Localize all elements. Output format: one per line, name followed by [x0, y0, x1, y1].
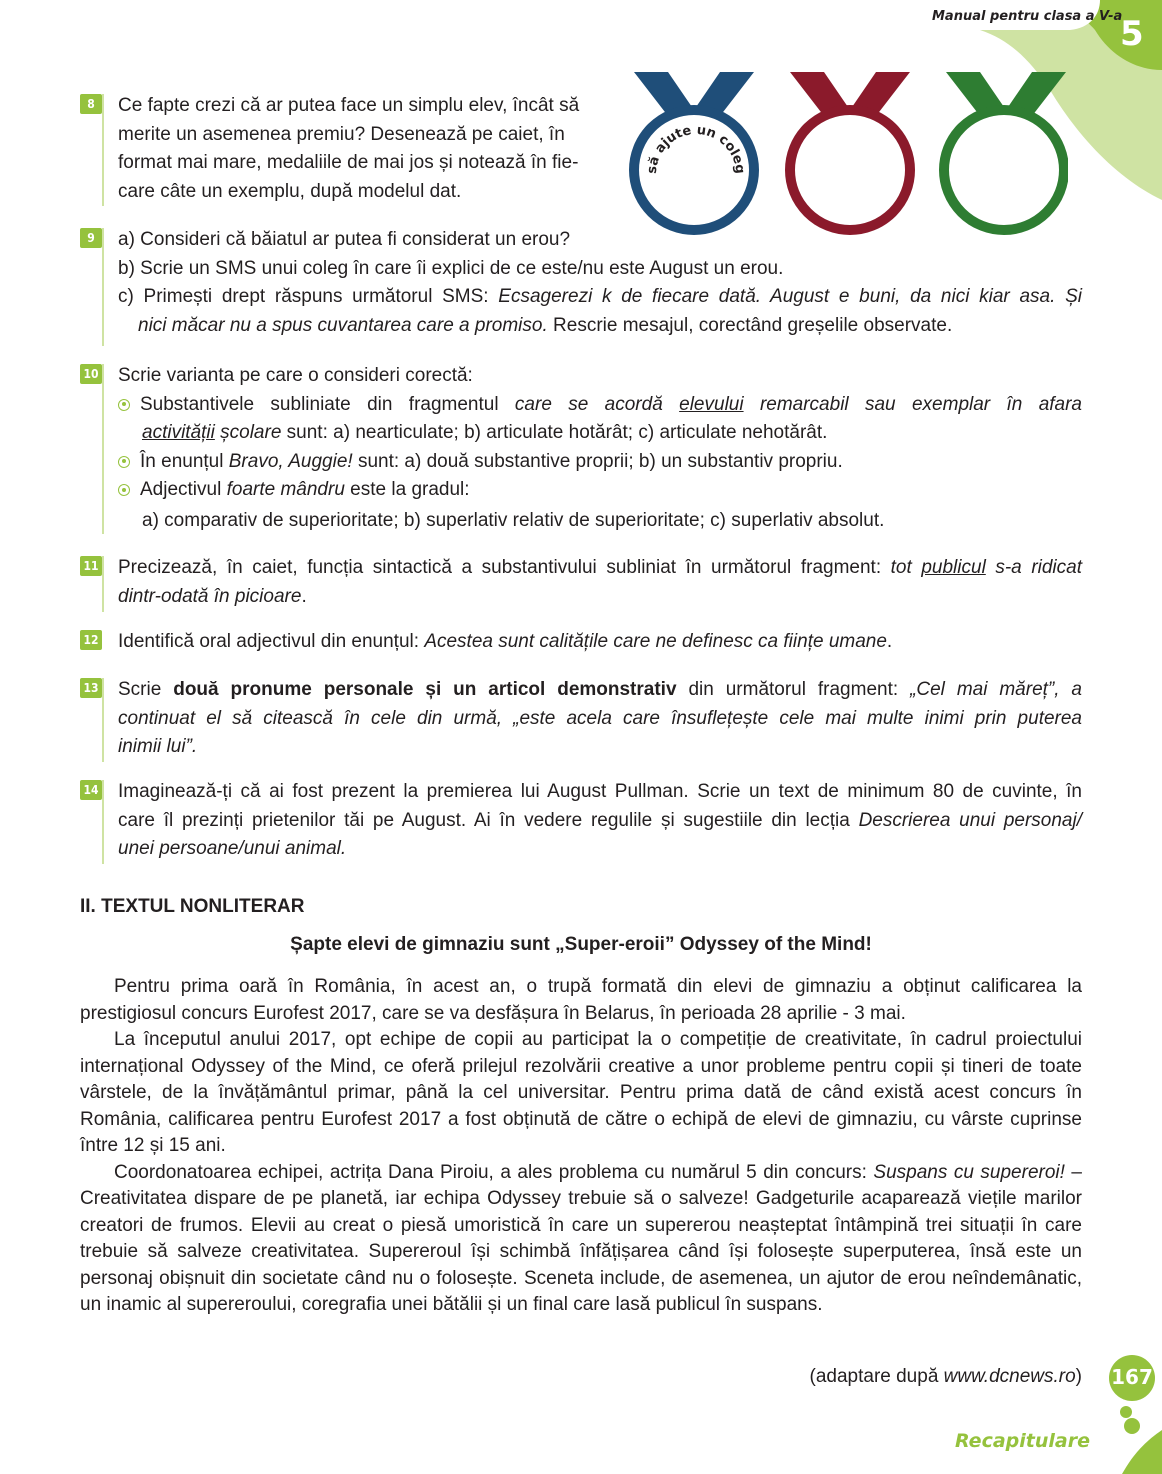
unit-number: 5	[1120, 14, 1144, 54]
exercise-number: 10	[80, 364, 102, 384]
article-paragraph: La începutul anului 2017, opt echipe de copii au participat la o competiție de creativitate, în cadrul proiectului internațional Odyssey of the Mind, ce oferă prilejul rezolvării creative a unor probleme pentru copii și tineri de toate vârstele, de la învățământul primar, până la cel universitar. Pentru prima dată de când există acest concurs în România, calificarea pentru Eurofest 2017 a fost obținută de către o echipă de elevi de gimnaziu, cu vârste cuprinse între 12 și 15 ani.	[80, 1029, 1082, 1156]
exercise-text: Scrie varianta pe care o consideri corectă: Substantivele subliniate din fragmentul care se acordă elevului remarcabil sau exemplar în afara activității școlare sunt: a) nearticulate; b) articulate hotărât; c) articulate nehotărât. În enunțul Bravo, Auggie! sunt: a) două substantive proprii; b) un substantiv propriu. Adjectivul foarte mândru este la gradul: a) comparativ de superioritate; b) superlativ relativ de superioritate; c) superlativ absolut.	[118, 365, 1083, 531]
manual-title: Manual pentru clasa a V-a	[932, 9, 1123, 24]
footer-section-label: Recapitulare	[955, 1430, 1090, 1452]
exercise-number: 12	[80, 630, 102, 650]
article-body	[80, 974, 1082, 1319]
medals-illustration	[628, 70, 1068, 240]
exercise-text: a) Consideri că băiatul ar putea fi considerat un erou? b) Scrie un SMS unui coleg în care îi explici de ce este/nu este August un erou. c) Primești drept răspuns următorul SMS: Ecsagerezi k de fiecare dată. August e buni, da nici kiar asa. Și nici măcar nu a spus cuvantarea care a promiso. Rescrie mesajul, corectând greșelile observate.	[118, 229, 1082, 336]
blue-medal	[634, 72, 754, 230]
exercise-text: Precizează, în caiet, funcția sintactică a substantivului subliniat în următorul fragment: tot publicul s-a ridicat dintr-odată în picioare.	[118, 557, 1082, 607]
exercise-number: 8	[80, 94, 102, 114]
green-medal	[944, 72, 1066, 230]
exercise-text: Ce fapte crezi că ar putea face un simplu elev, încât să merite un asemenea premiu? Desenează pe caiet, în format mai mare, medaliile de mai jos și notează în fie- care câte un exemplu, după modelul dat.	[118, 95, 580, 202]
exercise-text: Identifică oral adjectivul din enunțul: Acestea sunt calitățile care ne definesc ca ființe umane.	[118, 631, 893, 652]
page-number: 167	[1111, 1365, 1153, 1389]
exercise-number: 13	[80, 678, 102, 698]
medal-example-text: să ajute un coleg	[644, 122, 748, 175]
exercise-number: 14	[80, 780, 102, 800]
section-title: II. TEXTUL NONLITERAR	[80, 896, 305, 917]
exercise-text: Scrie două pronume personale și un articol demonstrativ din următorul fragment: „Cel mai măreț”, a continuat el să citească în cele din urmă, „este acela care însuflețește cele mai multe inimi prin puterea inimii lui”.	[118, 679, 1083, 757]
exercise-number: 11	[80, 556, 102, 576]
source-citation: (adaptare după www.dcnews.ro)	[809, 1366, 1082, 1387]
exercise-number: 9	[80, 228, 102, 248]
article-title: Șapte elevi de gimnaziu sunt „Super-eroii” Odyssey of the Mind!	[290, 934, 872, 955]
exercise-text: Imaginează-ți că ai fost prezent la premierea lui August Pullman. Scrie un text de minimum 80 de cuvinte, în care îl prezinți prietenilor tăi pe August. Ai în vedere regulile și sugestiile din lecția Descrierea unui personaj/ unei persoane/unui animal.	[118, 781, 1082, 859]
red-medal	[790, 72, 910, 230]
article-paragraph: Pentru prima oară în România, în acest an, o trupă formată din elevi de gimnaziu a obținut calificarea la prestigiosul concurs Eurofest 2017, care se va desfășura în Belarus, în perioada 28 aprilie - 3 mai.	[80, 976, 1082, 1024]
article-paragraph: Coordonatoarea echipei, actrița Dana Piroiu, a ales problema cu numărul 5 din concurs: Suspans cu supereroi! – Creativitatea dispare de pe planetă, iar echipa Odyssey trebuie să o salveze! Gadgeturile acaparează viețile marilor creatori de frumos. Elevii au creat o piesă umoristică în care un supererou neașteptat întâmpină trei situații în care trebuie să salveze creativitatea. Supereroul își schimbă înfățișarea când își folosește superputerea, însă este un personaj obișnuit din societate când nu o folosește. Sceneta include, de asemenea, un ajutor de erou neîndemânatic, un inamic al supereroului, coregrafia unei bătălii și un final care lasă publicul în suspans.	[80, 1161, 1082, 1315]
